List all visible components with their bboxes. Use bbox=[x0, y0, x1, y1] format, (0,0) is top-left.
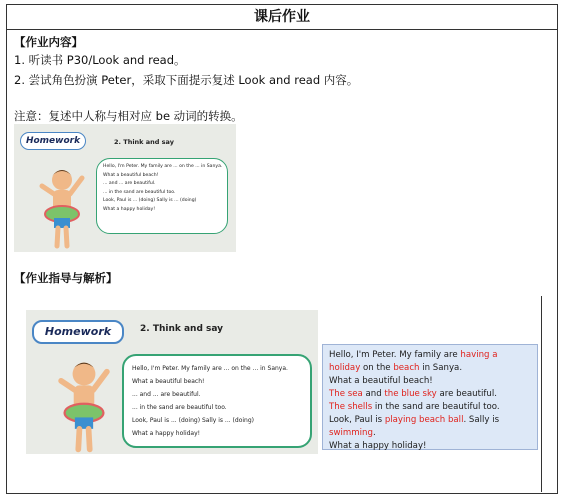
answer-highlight: The shells bbox=[329, 402, 373, 412]
answer-line: What a happy holiday! bbox=[329, 441, 427, 451]
answer-text: and bbox=[362, 389, 385, 399]
worksheet-title: 课后作业 bbox=[6, 4, 558, 30]
bubble-line: What a happy holiday! bbox=[132, 430, 201, 437]
answer-highlight: the blue sky bbox=[384, 389, 437, 399]
answer-text: Look, Paul is bbox=[329, 415, 385, 425]
answer-text: in Sanya. bbox=[419, 363, 463, 373]
bubble-line: ... in the sand are beautiful too. bbox=[132, 404, 227, 411]
homework-banner: Homework bbox=[32, 320, 124, 344]
bubble-line: What a happy holiday! bbox=[103, 206, 156, 212]
homework-slide-small bbox=[14, 124, 236, 252]
homework-banner: Homework bbox=[20, 132, 86, 150]
bubble-line: Look, Paul is ... (doing) Sally is ... (doing) bbox=[103, 198, 197, 203]
answer-highlight: playing beach ball bbox=[384, 415, 464, 425]
answer-line bbox=[329, 401, 531, 414]
answer-text: . bbox=[372, 428, 376, 438]
slide-subtitle: 2. Think and say bbox=[114, 138, 174, 146]
answer-highlight: swimming bbox=[329, 428, 373, 438]
task-line-1: 1. 听读书 P30/Look and read。 bbox=[14, 53, 186, 67]
bubble-line: Look, Paul is ... (doing) Sally is ... (doing) bbox=[132, 417, 254, 424]
answer-highlight: The sea bbox=[329, 389, 363, 399]
slide-subtitle: 2. Think and say bbox=[140, 324, 224, 334]
answer-text: are beautiful. bbox=[436, 389, 497, 399]
answer-highlight: holiday bbox=[329, 363, 361, 373]
answer-text: Hello, I'm Peter. My family are bbox=[329, 350, 461, 360]
boy-illustration bbox=[32, 166, 92, 250]
homework-slide-large bbox=[26, 310, 318, 454]
bubble-line: ... in the sand are beautiful too. bbox=[103, 189, 176, 195]
bubble-line: Hello, I'm Peter. My family are ... on the ... in Sanya. bbox=[132, 365, 288, 372]
bubble-line: Hello, I'm Peter. My family are ... on the ... in Sanya. bbox=[103, 164, 223, 169]
guidance-heading: 【作业指导与解析】 bbox=[14, 271, 118, 285]
speech-bubble bbox=[122, 354, 312, 448]
answer-line bbox=[329, 388, 531, 401]
bubble-line: What a beautiful beach! bbox=[132, 378, 205, 385]
bubble-line: ... and ... are beautiful. bbox=[103, 181, 156, 186]
bubble-line: ... and ... are beautiful. bbox=[132, 391, 201, 398]
answer-line: What a beautiful beach! bbox=[329, 376, 433, 386]
answer-line bbox=[329, 414, 531, 427]
answer-text: in the sand are beautiful too. bbox=[372, 402, 500, 412]
task-line-2: 2. 尝试角色扮演 Peter，采取下面提示复述 Look and read 内容。 bbox=[14, 73, 359, 87]
answer-highlight: having a bbox=[460, 350, 498, 360]
bubble-line: What a beautiful beach! bbox=[103, 172, 159, 178]
content-heading: 【作业内容】 bbox=[14, 35, 83, 49]
answer-line bbox=[329, 427, 531, 440]
answer-panel bbox=[322, 344, 538, 450]
answer-highlight: beach bbox=[393, 363, 420, 373]
answer-text: . Sally is bbox=[463, 415, 500, 425]
answer-text: on the bbox=[360, 363, 394, 373]
boy-illustration bbox=[48, 358, 120, 454]
answer-line bbox=[329, 349, 531, 362]
speech-bubble bbox=[96, 158, 228, 234]
divider-line bbox=[541, 296, 542, 492]
answer-line bbox=[329, 362, 531, 375]
task-note: 注意：复述中人称与相对应 be 动词的转换。 bbox=[14, 109, 243, 123]
